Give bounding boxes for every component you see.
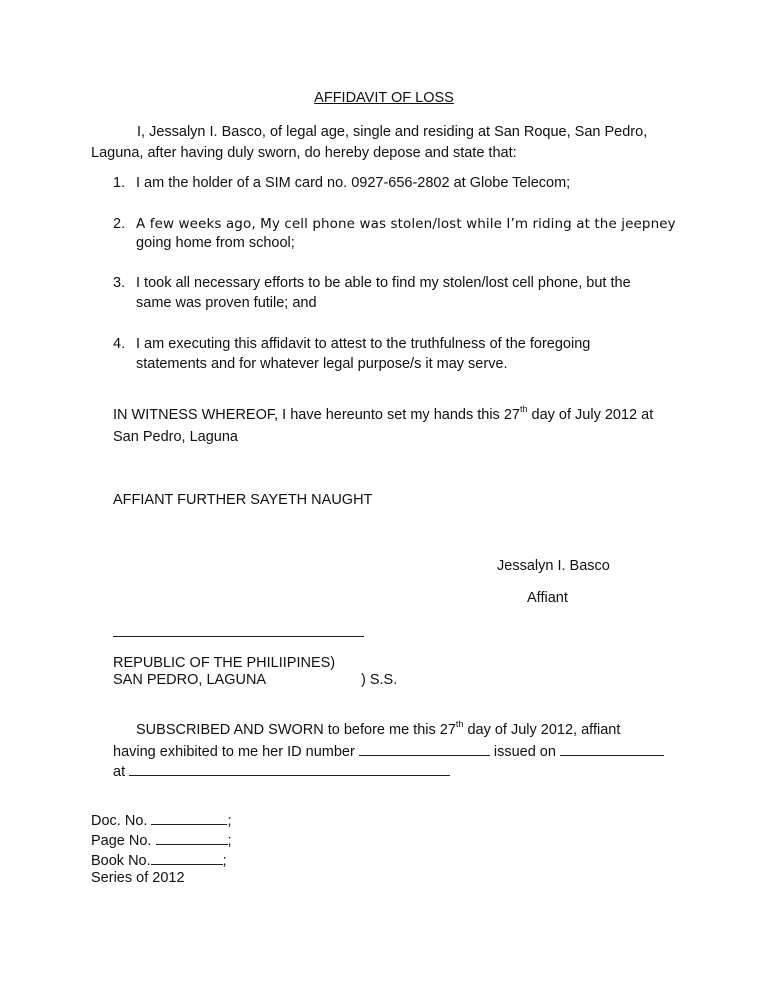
ordinal-suffix: th (455, 719, 464, 730)
venue-republic: REPUBLIC OF THE PHILIIPINES) (113, 655, 336, 671)
doc-no-line (91, 810, 232, 830)
signature-line (113, 636, 364, 637)
issued-at-blank (129, 761, 450, 776)
item-number: 3. (113, 275, 126, 291)
semicolon: ; (222, 853, 227, 869)
subscribed-text: having exhibited to me her ID number (113, 744, 359, 760)
intro-line-2: Laguna, after having duly sworn, do hereby depose and state that: (91, 145, 517, 161)
item-text: same was proven futile; and (136, 295, 317, 311)
page-no-label: Page No. (91, 833, 156, 849)
page-no-line (91, 830, 232, 850)
doc-no-label: Doc. No. (91, 813, 152, 829)
item-number: 1. (113, 175, 126, 191)
subscribed-text: day of July 2012, affiant (463, 722, 621, 738)
subscribed-text: issued on (489, 744, 560, 760)
subscribed-text: SUBSCRIBED AND SWORN to before me this 27 (136, 722, 456, 738)
witness-text: day of July 2012 at (527, 407, 654, 423)
item-number: 2. (113, 216, 126, 232)
subscribed-line-2 (113, 741, 664, 762)
item-text: I took all necessary efforts to be able to find my stolen/lost cell phone, but the (136, 275, 631, 291)
doc-no-blank (151, 810, 227, 825)
semicolon: ; (227, 833, 232, 849)
id-number-blank (359, 741, 490, 756)
item-text: I am executing this affidavit to attest to the truthfulness of the foregoing (136, 336, 591, 352)
notary-register (91, 810, 232, 887)
book-no-blank (151, 850, 223, 865)
series-line: Series of 2012 (91, 870, 185, 886)
item-text: A few weeks ago, My cell phone was stolen/lost while I’m riding at the jeepney (136, 216, 676, 232)
ordinal-suffix: th (519, 404, 528, 415)
venue-place: SAN PEDRO, LAGUNA (113, 672, 267, 688)
witness-text: IN WITNESS WHEREOF, I have hereunto set my hands this 27 (113, 407, 520, 423)
page-no-blank (156, 830, 228, 845)
book-no-line (91, 850, 232, 870)
subscribed-line-3 (113, 761, 450, 782)
subscribed-line-1 (136, 720, 620, 740)
intro-line-1: I, Jessalyn I. Basco, of legal age, single and residing at San Roque, San Pedro, (137, 124, 648, 140)
affiant-label: Affiant (527, 590, 568, 606)
item-text: I am the holder of a SIM card no. 0927-656-2802 at Globe Telecom; (136, 175, 571, 191)
item-text: statements and for whatever legal purpose/s it may serve. (136, 356, 508, 372)
witness-line-1 (113, 405, 653, 425)
semicolon: ; (227, 813, 232, 829)
item-number: 4. (113, 336, 126, 352)
book-no-label: Book No. (91, 853, 151, 869)
subscribed-text: at (113, 764, 130, 780)
item-text: going home from school; (136, 235, 295, 251)
witness-line-2: San Pedro, Laguna (113, 429, 238, 445)
affiant-naught-statement: AFFIANT FURTHER SAYETH NAUGHT (113, 492, 373, 508)
issued-on-blank (560, 741, 664, 756)
affiant-name: Jessalyn I. Basco (497, 558, 610, 574)
venue-ss: ) S.S. (361, 672, 398, 688)
document-title: AFFIDAVIT OF LOSS (314, 90, 454, 106)
